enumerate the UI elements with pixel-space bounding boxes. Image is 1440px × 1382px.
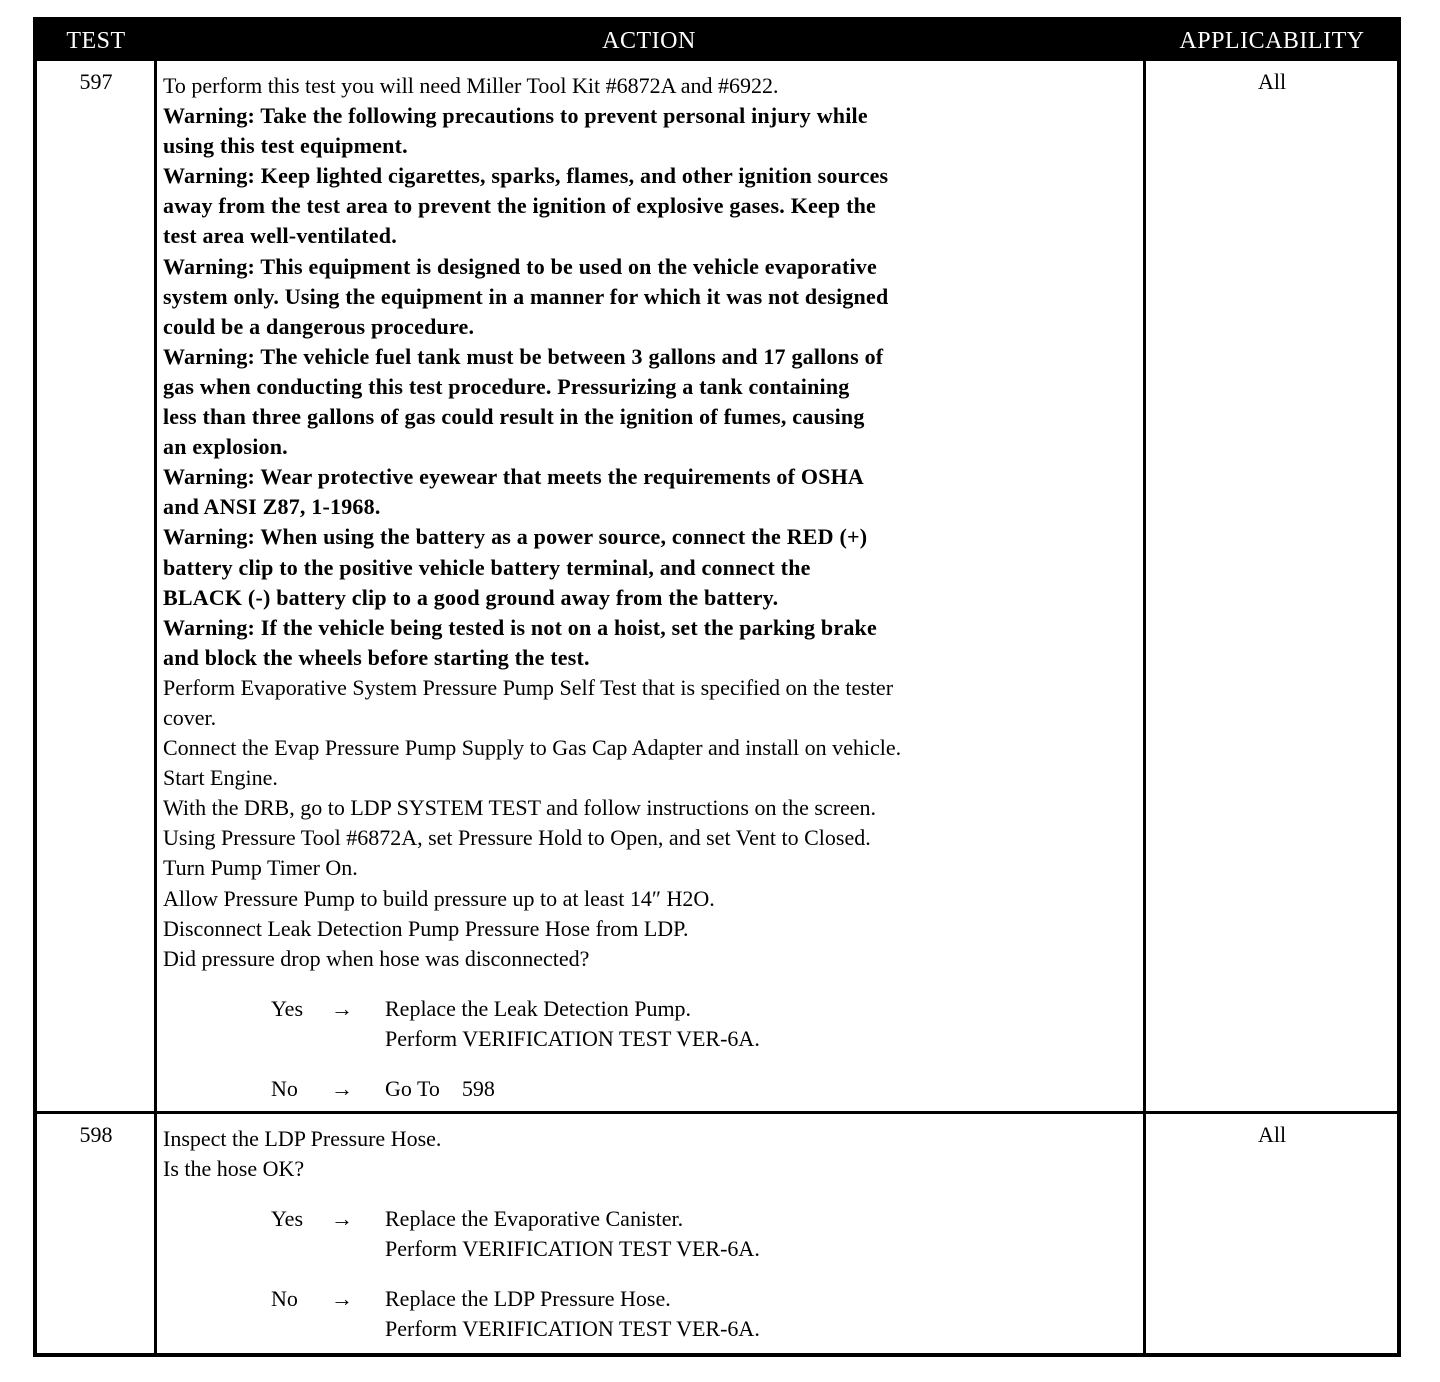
warning-line: less than three gallons of gas could result in the ignition of fumes, causing [163, 404, 865, 430]
action-line: Is the hose OK? [163, 1156, 305, 1182]
warning-line: Warning: The vehicle fuel tank must be between 3 gallons and 17 gallons of [163, 343, 884, 369]
action-line: Perform Evaporative System Pressure Pump Self Test that is specified on the tester [163, 674, 894, 700]
diagnostic-table [33, 17, 1401, 1357]
arrow-right-icon: → [331, 1075, 353, 1101]
result-line: Replace the LDP Pressure Hose. [385, 1286, 671, 1312]
result-line: Replace the Leak Detection Pump. [385, 995, 692, 1021]
action-cell [163, 1124, 1139, 1344]
answer-label: No [271, 1286, 298, 1312]
result-line: Go To 598 [385, 1075, 495, 1101]
action-line: To perform this test you will need Miller Tool Kit #6872A and #6922. [163, 73, 779, 98]
answer-label: Yes [271, 995, 304, 1021]
branch-result [385, 1074, 495, 1104]
branch-yes [163, 1204, 1139, 1264]
action-line: Start Engine. [163, 765, 278, 791]
test-number: 598 [79, 1122, 113, 1147]
warning-line: system only. Using the equipment in a manner for which it was not designed [163, 283, 889, 309]
result-line: Replace the Evaporative Canister. [385, 1206, 684, 1232]
branch-no [163, 1074, 1139, 1104]
action-line: Disconnect Leak Detection Pump Pressure Hose from LDP. [163, 915, 689, 941]
warning-line: and ANSI Z87, 1-1968. [163, 494, 381, 520]
result-line: Perform VERIFICATION TEST VER-6A. [385, 1025, 760, 1051]
warning-line: battery clip to the positive vehicle battery terminal, and connect the [163, 554, 811, 580]
action-line: Turn Pump Timer On. [163, 855, 358, 881]
warning-line: using this test equipment. [163, 133, 408, 159]
table-header [37, 21, 1397, 61]
warning-line: Warning: Take the following precautions to prevent personal injury while [163, 103, 868, 129]
warning-line: away from the test area to prevent the ignition of explosive gases. Keep the [163, 193, 876, 219]
action-line: Allow Pressure Pump to build pressure up to at least 14″ H2O. [163, 885, 715, 911]
warning-line: Warning: Keep lighted cigarettes, sparks, flames, and other ignition sources [163, 163, 889, 189]
action-cell [163, 71, 1139, 1104]
warning-line: could be a dangerous procedure. [163, 313, 475, 339]
arrow-right-icon: → [331, 1286, 353, 1312]
action-line: Inspect the LDP Pressure Hose. [163, 1126, 442, 1151]
branch-result [385, 1284, 760, 1344]
branch-result [385, 994, 760, 1054]
table-row-597 [37, 61, 1397, 1111]
arrow-right-icon: → [331, 1206, 353, 1232]
warning-line: Warning: Wear protective eyewear that meets the requirements of OSHA [163, 464, 864, 490]
applicability-value: All [1257, 1122, 1287, 1147]
warning-line: BLACK (-) battery clip to a good ground away from the battery. [163, 584, 779, 610]
warning-line: Warning: When using the battery as a power source, connect the RED (+) [163, 524, 868, 550]
warning-line: an explosion. [163, 434, 288, 460]
table-row-598 [37, 1114, 1397, 1354]
header-action: ACTION [602, 28, 696, 54]
result-line: Perform VERIFICATION TEST VER-6A. [385, 1236, 760, 1262]
branch-yes [163, 994, 1139, 1054]
applicability-value: All [1257, 69, 1287, 94]
warning-line: Warning: This equipment is designed to be used on the vehicle evaporative [163, 253, 877, 279]
test-number: 597 [79, 69, 113, 94]
answer-label: Yes [271, 1206, 304, 1232]
action-line: Using Pressure Tool #6872A, set Pressure Hold to Open, and set Vent to Closed. [163, 825, 871, 851]
warning-line: gas when conducting this test procedure. Pressurizing a tank containing [163, 373, 850, 399]
warning-line: Warning: If the vehicle being tested is not on a hoist, set the parking brake [163, 614, 877, 640]
arrow-right-icon: → [331, 995, 353, 1021]
warning-line: and block the wheels before starting the test. [163, 644, 590, 670]
branch-result [385, 1204, 760, 1264]
warning-line: test area well-ventilated. [163, 223, 397, 249]
action-line: cover. [163, 704, 217, 730]
action-line: With the DRB, go to LDP SYSTEM TEST and follow instructions on the screen. [163, 795, 877, 821]
header-applicability: APPLICABILITY [1179, 28, 1365, 54]
action-line: Did pressure drop when hose was disconnected? [163, 945, 590, 971]
action-line: Connect the Evap Pressure Pump Supply to Gas Cap Adapter and install on vehicle. [163, 735, 902, 761]
header-test: TEST [66, 28, 126, 54]
result-line: Perform VERIFICATION TEST VER-6A. [385, 1316, 760, 1342]
answer-label: No [271, 1075, 298, 1101]
branch-no [163, 1284, 1139, 1344]
